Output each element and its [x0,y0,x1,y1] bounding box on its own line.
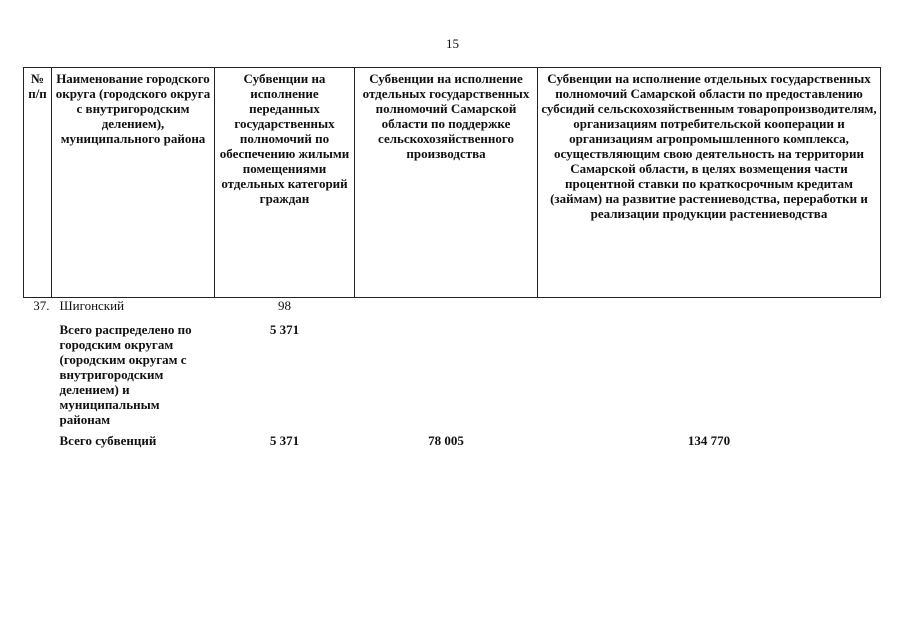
row-agriculture-value [355,298,538,319]
total-distributed-row [24,318,881,427]
page-number: 15 [446,36,459,51]
header-housing-subventions: Субвенции на исполнение переданных государственных полномочий по обеспечению жилыми помещениями отдельных категорий граждан [215,68,355,298]
row-housing-value: 98 [278,298,291,313]
header-interest-rate-subventions: Субвенции на исполнение отдельных государственных полномочий Самарской области по предоставлению субсидий сельскохозяйственным товаропроизводителям, организациям потребительской кооперации и организациям агропромышленного комплекса, осуществляющим свою деятельность на территории Самарской области, в целях возмещения части процентной ставки по краткосрочным кредитам (займам) на развитие растениеводства, переработки и реализации продукции растениеводства [538,68,881,298]
total-subventions-interest-rate: 134 770 [687,433,731,448]
subventions-table [23,67,881,448]
header-number: № п/п [24,68,52,298]
total-distributed-label: Всего распределено по городским округам (городским округам с внутригородским делением) и муниципальным районам [59,322,192,427]
total-distributed-housing: 5 371 [269,322,300,337]
total-subventions-number [24,427,52,448]
row-number: 37. [33,298,50,313]
header-agriculture-subventions: Субвенции на исполнение отдельных государственных полномочий Самарской области по поддержке сельскохозяйственного производства [355,68,538,298]
total-subventions-housing: 5 371 [269,433,300,448]
table-row [24,298,881,319]
total-subventions-agriculture: 78 005 [428,433,464,448]
table-body [24,298,881,449]
row-interest-rate-value [538,298,881,319]
total-subventions-row [24,427,881,448]
total-distributed-number [24,318,52,427]
row-district-name: Шигонский [59,298,125,313]
total-distributed-agriculture [355,318,538,427]
total-subventions-label: Всего субвенций [59,433,157,448]
table-header [24,68,881,298]
total-distributed-interest-rate [538,318,881,427]
header-row [24,68,881,298]
header-district-name: Наименование городского округа (городского округа с внутригородским делением), муниципального района [52,68,215,298]
